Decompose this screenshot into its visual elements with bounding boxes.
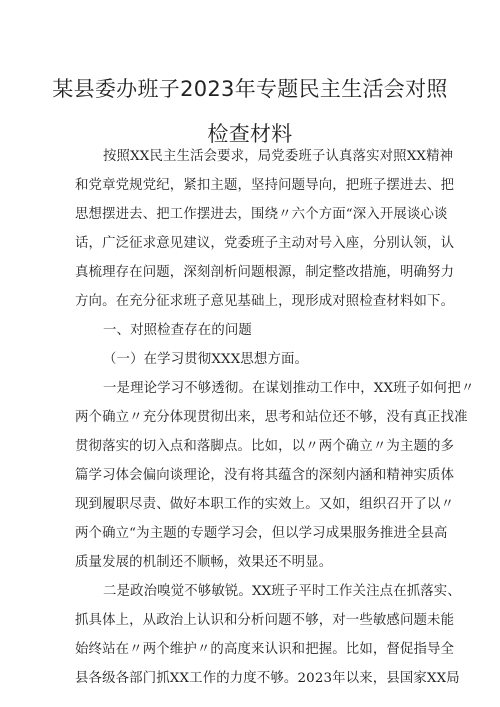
body-line: 两个确立“为主题的专题学习会，但以学习成果服务推进全县高 xyxy=(75,526,448,541)
body-line: 真梳理存在问题，深刻剖析问题根源，制定整改措施，明确努力 xyxy=(75,265,455,280)
body-line: 抓具体上，从政治上认识和分析问题不够，对一些敏感问题未能 xyxy=(75,613,455,628)
document-title-line1: 某县委办班子2023年专题民主生活会对照 xyxy=(52,77,448,101)
body-line: 话，广泛征求意见建议，党委班子主动对号入座，分别认领，认 xyxy=(75,236,455,251)
document-title-line2: 检查材料 xyxy=(207,122,293,146)
body-line: 现到履职尽责、做好本职工作的实效上。又如，组织召开了以〃 xyxy=(75,497,455,512)
body-line: 一是理论学习不够透彻。在谋划推动工作中，XX班子如何把〃 xyxy=(103,381,475,396)
section-heading: 一、对照检查存在的问题 xyxy=(103,323,252,338)
body-line: 县各级各部门抓XX工作的力度不够。2023年以来，县国家XX局 xyxy=(75,671,460,686)
body-line: 思想摆进去、把工作摆进去，围绕〃六个方面“深入开展谈心谈 xyxy=(75,207,448,222)
body-line: 二是政治嗅觉不够敏锐。XX班子平时工作关注点在抓落实、 xyxy=(103,584,461,599)
body-line: 篇学习体会偏向谈理论，没有将其蕴含的深刻内涵和精神实质体 xyxy=(75,468,455,483)
subsection-heading: （一）在学习贯彻XXX思想方面。 xyxy=(103,352,309,367)
body-line: 贯彻落实的切入点和落脚点。比如，以〃两个确立〃为主题的多 xyxy=(75,439,455,454)
body-line: 和党章党规党纪，紧扣主题，坚持问题导向，把班子摆进去、把 xyxy=(75,178,455,193)
body-line: 始终站在〃两个维护〃的高度来认识和把握。比如，督促指导全 xyxy=(75,642,455,657)
body-line: 方向。在充分征求班子意见基础上，现形成对照检查材料如下。 xyxy=(75,294,455,309)
body-line: 按照XX民主生活会要求，局党委班子认真落实对照XX精神 xyxy=(103,149,454,164)
body-line: 两个确立〃充分体现贯彻出来，思考和站位还不够，没有真正找准 xyxy=(75,410,468,425)
body-line: 质量发展的机制还不顺畅，效果还不明显。 xyxy=(75,555,333,570)
